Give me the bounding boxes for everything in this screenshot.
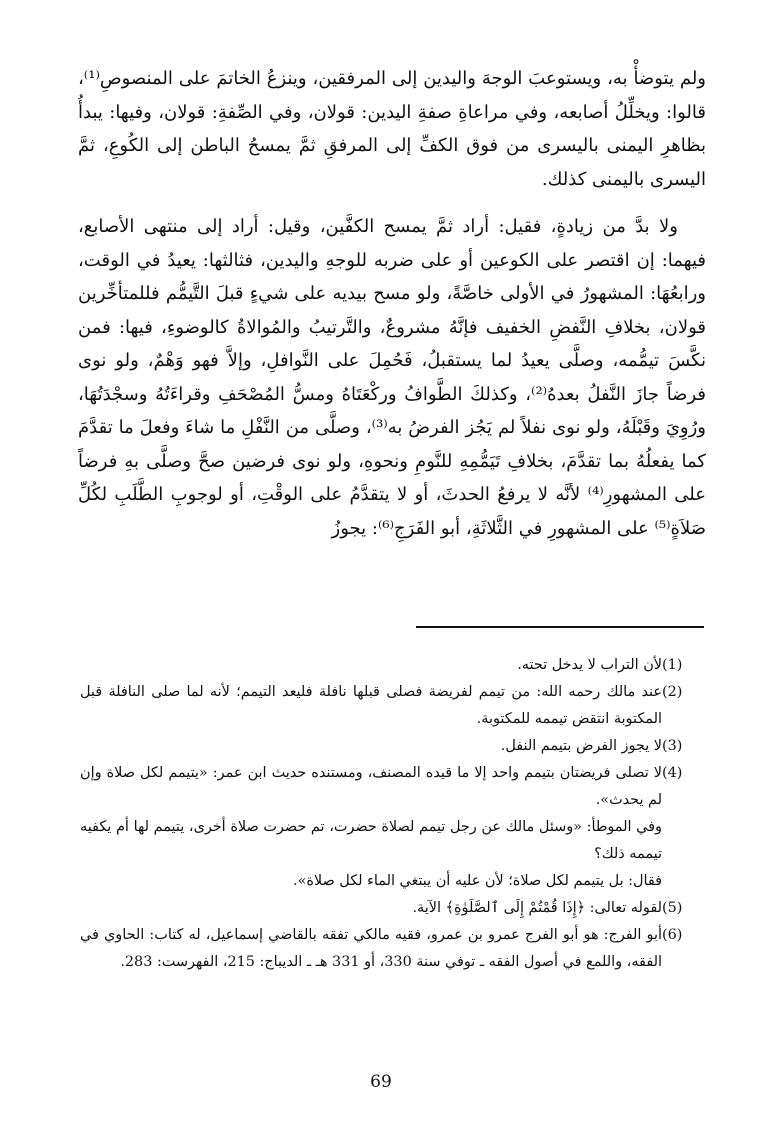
footnote-5	[80, 895, 706, 922]
footnote-text: لقوله تعالى: ﴿إِذَا قُمْتُمْ إِلَى ٱلصَّلَوٰةِ﴾ الآية.	[412, 900, 662, 916]
paragraph-2: ولا بدَّ من زيادةٍ، فقيل: أراد ثمَّ يمسح الكفَّين، وقيل: أراد إلى منتهى الأصابع، فيهما: إن اقتصر على الكوعين أو على ضربه للوجهِ واليدين، فثالثها: يعيدُ في الوقت، ورابعُهَا: المشهورُ في الأولى خاصَّةً، ولو مسح بيديه على شيءٍ قبلَ التَّيمُّم فللمتأخِّرين قولان، بخلافِ النَّفضِ الخفيف فإنَّهُ مشروعٌ، والتَّرتيبُ والمُوالاةُ كالوضوءِ، فيها: فمن نكَّسَ تيمُّمه، وصلَّى يعيدُ لما يستقبلُ، فَحُمِلَ على النَّوافلِ، وإلاَّ فهو وَهْمٌ، ولو نوى فرضاً جازَ النَّفلُ بعدهُ⁽²⁾، وكذلكَ الطَّوافُ وركْعَتَاهُ ومسُّ المُصْحَفِ وقراءَتُهُ وسجْدَتُهَا، ورُوِيَ وقَبْلَهُ، ولو نوى نفلاً لم يَجُز الفرضُ به⁽³⁾، وصلَّى من النَّفْلِ ما شاءَ وفعلَ ما تقدَّمَ كما يفعلُهُ بما تقدَّمَ، بخلافِ تَيَمُّمِهِ للنَّومِ ونحوهِ، ولو نوى فرضين صحَّ وصلَّى بهِ فرضاً على المشهورِ⁽⁴⁾ لأنَّه لا يرفعُ الحدثَ، أو لا يتقدَّمُ على الوقْتِ، أو لوجوبِ الطَّلَبِ لكُلِّ صَلاَةٍ⁽⁵⁾ على المشهورِ في الثَّلاثَةِ، أبو الفَرَجِ⁽⁶⁾: يجوزُ	[78, 216, 706, 539]
footnote-number: (5)	[662, 900, 683, 916]
footnote-text: عند مالك رحمه الله: من تيمم لفريضة فصلى قبلها نافلة فليعد التيمم؛ لأنه لما صلى النافلة قبل المكتوبة انتقض تيممه للمكتوبة.	[80, 684, 662, 727]
footnote-text: لا تصلى فريضتان بتيمم واحد إلا ما قيده المصنف، ومستنده حديث ابن عمر: «يتيمم لكل صلاة وإن لم يحدث».	[80, 765, 662, 808]
footnote-text: أبو الفرج: هو أبو الفرج عمرو بن عمرو، فقيه مالكي تفقه بالقاضي إسماعيل، له كتاب: الحاوي في الفقه، واللمع في أصول الفقه ـ توفي سنة 330، أو 331 هـ ـ الديباج: 215، الفهرست: 283.	[80, 927, 662, 970]
main-text	[78, 62, 706, 545]
footnote-number: (3)	[662, 738, 683, 754]
footnote-text: لأن التراب لا يدخل تحته.	[517, 657, 662, 673]
footnote-6	[80, 922, 706, 976]
footnote-text: لا يجوز الفرض بتيمم النفل.	[500, 738, 662, 754]
page-number: 69	[370, 1072, 392, 1092]
footnote-number: (4)	[662, 765, 683, 781]
footnote-number: (6)	[662, 927, 683, 943]
footnote-number: (2)	[662, 684, 683, 700]
paragraph-1: ولم يتوضأْ به، ويستوعبَ الوجهَ واليدين إلى المرفقين، وينزعُ الخاتمَ على المنصوصِ⁽¹⁾، قالوا: ويخلِّلُ أصابعه، وفي مراعاةِ صفةِ اليدين: قولان، وفي الصِّفةِ: قولان، وفيها: يبدأُ بظاهرِ اليمنى باليسرى من فوق الكفِّ إلى المرفقِ ثمَّ يمسحُ الباطن إلى الكُوعِ، ثمَّ اليسرى باليمنى كذلك.	[78, 68, 706, 190]
footnote-2	[80, 679, 706, 733]
footnote-separator	[416, 626, 704, 628]
footnote-1	[80, 652, 706, 679]
footnote-4	[80, 760, 706, 895]
footnote-text: وفي الموطأ: «وسئل مالك عن رجل تيمم لصلاة حضرت، تم حضرت صلاة أخرى، يتيمم لها أم يكفيه تيممه ذلك؟	[80, 819, 662, 862]
footnote-3	[80, 733, 706, 760]
footnotes	[80, 652, 706, 976]
footnote-number: (1)	[662, 657, 683, 673]
footnote-text: فقال: بل يتيمم لكل صلاة؛ لأن عليه أن يبتغي الماء لكل صلاة».	[293, 873, 662, 889]
